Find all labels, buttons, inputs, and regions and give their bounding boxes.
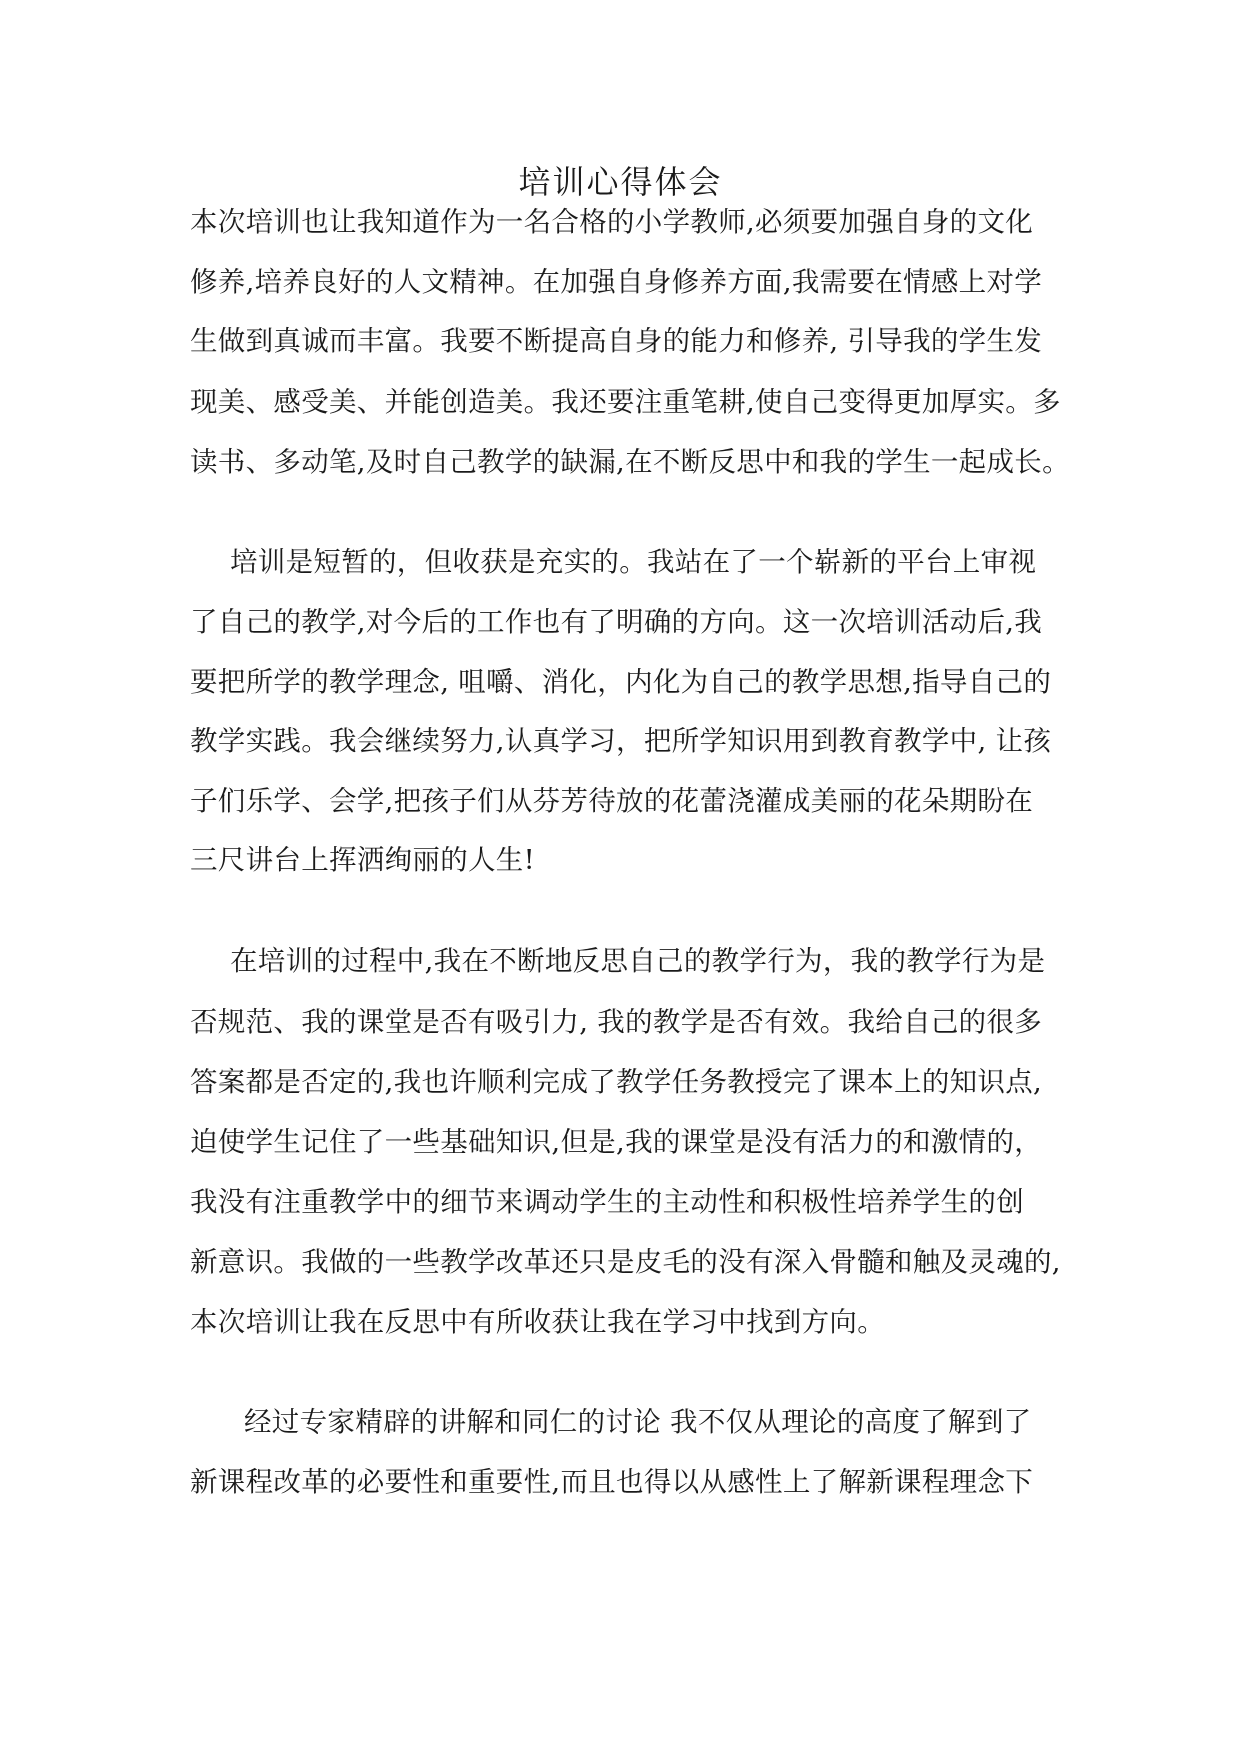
paragraph-3-line-6: 新意识。我做的一些教学改革还只是皮毛的没有深入骨髓和触及灵魂的, <box>190 1246 1061 1278</box>
paragraph-1-line-2: 修养,培养良好的人文精神。在加强自身修养方面,我需要在情感上对学 <box>190 266 1043 298</box>
paragraph-2-line-5: 子们乐学、会学,把孩子们从芬芳待放的花蕾浇灌成美丽的花朵期盼在 <box>190 785 1034 817</box>
paragraph-1-line-3: 生做到真诚而丰富。我要不断提高自身的能力和修养, 引导我的学生发 <box>190 325 1043 357</box>
paragraph-2-line-6: 三尺讲台上挥洒绚丽的人生! <box>190 844 535 876</box>
paragraph-1-line-5: 读书、多动笔,及时自己教学的缺漏,在不断反思中和我的学生一起成长。 <box>190 446 1070 478</box>
paragraph-3-line-1: 在培训的过程中,我在不断地反思自己的教学行为，我的教学行为是 <box>230 945 1046 977</box>
paragraph-2-line-3: 要把所学的教学理念, 咀嚼、消化，内化为自己的教学思想,指导自己的 <box>190 666 1052 698</box>
paragraph-1-line-1: 本次培训也让我知道作为一名合格的小学教师,必须要加强自身的文化 <box>190 206 1034 238</box>
paragraph-3-line-4: 迫使学生记住了一些基础知识,但是,我的课堂是没有活力的和激情的， <box>190 1126 1043 1158</box>
paragraph-1-line-4: 现美、感受美、并能创造美。我还要注重笔耕,使自己变得更加厚实。多 <box>190 386 1061 418</box>
paragraph-3-line-3: 答案都是否定的,我也许顺利完成了教学任务教授完了课本上的知识点, <box>190 1066 1043 1098</box>
paragraph-3-line-7: 本次培训让我在反思中有所收获让我在学习中找到方向。 <box>190 1306 885 1338</box>
paragraph-4-line-1: 经过专家精辟的讲解和同仁的讨论 我不仅从理论的高度了解到了 <box>244 1406 1032 1438</box>
paragraph-2-line-2: 了自己的教学,对今后的工作也有了明确的方向。这一次培训活动后,我 <box>190 606 1043 638</box>
paragraph-4-line-2: 新课程改革的必要性和重要性,而且也得以从感性上了解新课程理念下 <box>190 1466 1034 1498</box>
paragraph-2-line-1: 培训是短暂的，但收获是充实的。我站在了一个崭新的平台上审视 <box>230 546 1037 578</box>
paragraph-2-line-4: 教学实践。我会继续努力,认真学习，把所学知识用到教育教学中, 让孩 <box>190 725 1052 757</box>
paragraph-3-line-5: 我没有注重教学中的细节来调动学生的主动性和积极性培养学生的创 <box>190 1186 1024 1218</box>
document-title: 培训心得体会 <box>518 163 723 201</box>
paragraph-3-line-2: 否规范、我的课堂是否有吸引力, 我的教学是否有效。我给自己的很多 <box>190 1006 1043 1038</box>
